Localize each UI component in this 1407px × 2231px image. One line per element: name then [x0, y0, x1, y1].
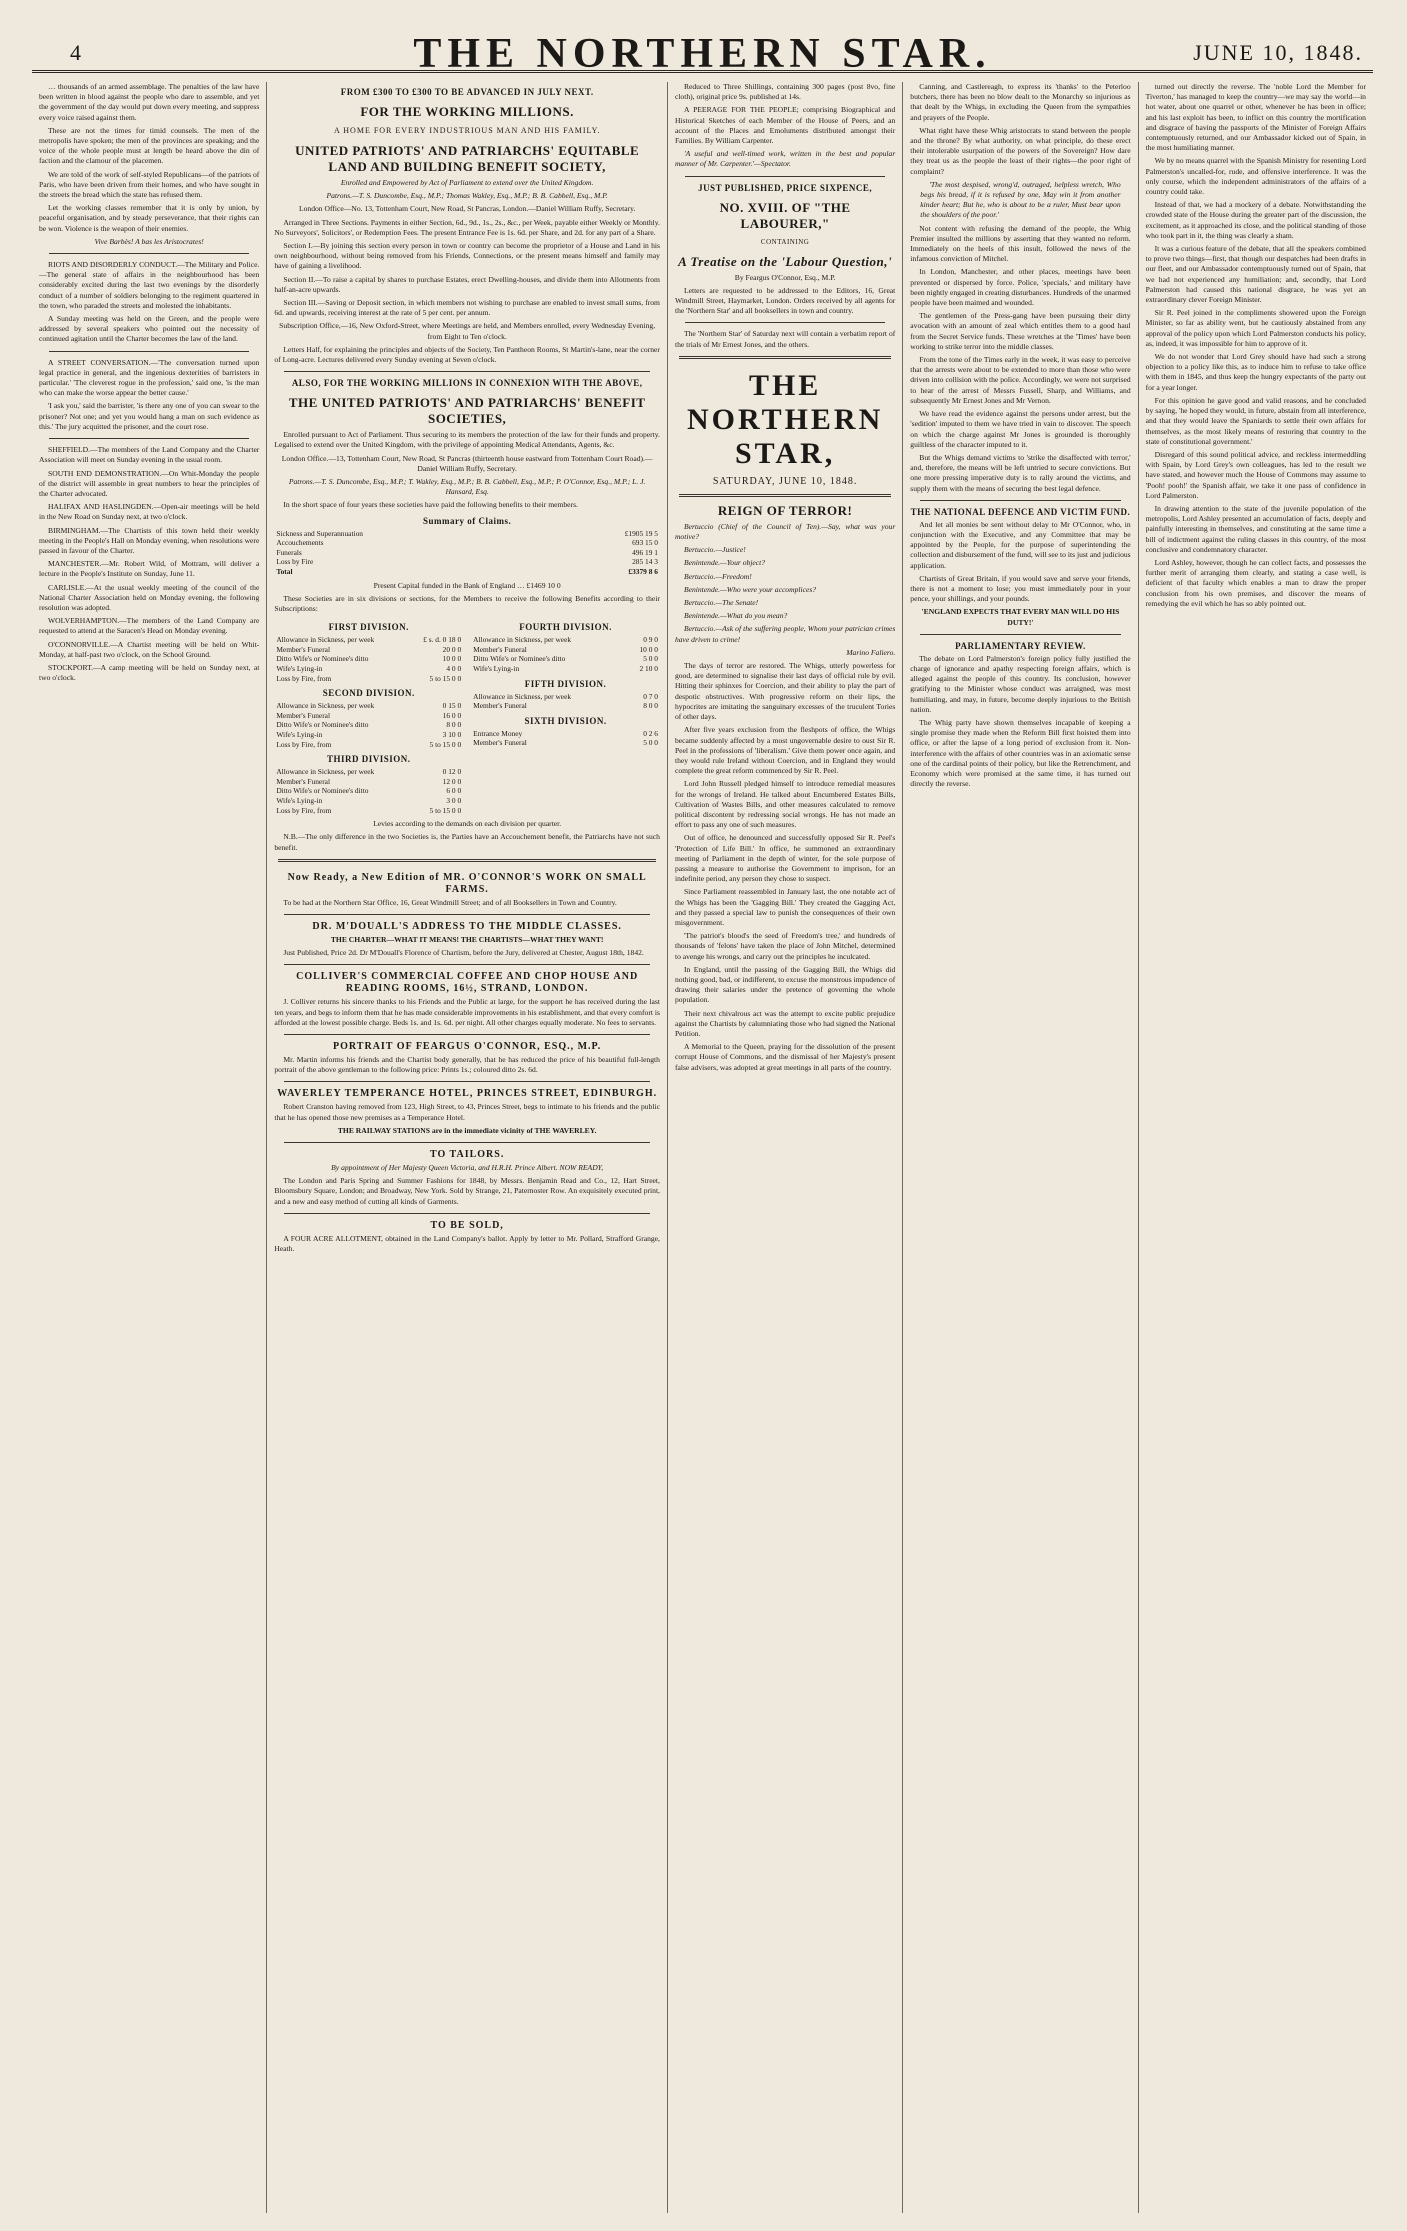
editorial-paragraph: We have read the evidence against the persons under arrest, but the 'sedition' imputed to them we have tried in vain to discover. The speech on which the charge against Mr Jones is grounded is thoroughly guiltless of the character imputed to it. [910, 409, 1131, 449]
table-row [274, 777, 463, 787]
review-paragraph: In drawing attention to the state of the juvenile population of the metropolis, Lord Ashley presented an accumulation of facts, deeply and painfully interesting in themselves, and constituting at the same time a bill of indictment against the ruling classes in this country, of the most conclusive and condemnatory character. [1145, 503, 1366, 554]
verse-line: Benintende.—Who were your accomplices? [683, 584, 817, 594]
division-title: THIRD DIVISION. [326, 754, 411, 765]
article-paragraph: Let the working classes remember that it is only by union, by peaceful organisation, and by steady perseverance, that their rights can be won. Violence is the weapon of their enemies. [39, 203, 260, 233]
table-row [471, 729, 660, 739]
editorial-paragraph: The days of terror are restored. The Whigs, utterly powerless for good, are determined to signalise their last days of official rule by evil. Hitting their sphinxes for Coercion, and their ability to play the part of despotic obstructives. With progressive reform on their lips, the hypocrites are imitating the sanguinary excesses of the truculent Tories of other days. [674, 661, 896, 722]
divider [685, 176, 885, 177]
notice-item: CARLISLE.—At the usual weekly meeting of the council of the National Charter Association held on Monday evening, the following resolution was adopted. [39, 582, 260, 612]
division-table [471, 692, 660, 711]
paper-title: THE NORTHERN STAR, [686, 368, 884, 470]
row-value: 8 0 0 [446, 720, 462, 730]
containing-label: CONTAINING [760, 237, 810, 246]
division-table [274, 701, 463, 749]
hotel-title: WAVERLEY TEMPERANCE HOTEL, PRINCES STREET, EDINBURGH. [277, 1088, 658, 1100]
verse-line: Bertuccio.—Ask of the suffering people, Whom your patrician crimes have driven to crime! [674, 624, 896, 644]
society-body: Section I.—By joining this section every person in town or country can become the proprietor of a House and Land in his own neighbourhood, without being removed from his Friends, Connections, or the present means himself and family may have of gaining a livelihood. [274, 241, 660, 271]
row-value: 0 7 0 [643, 691, 658, 701]
article-exclamation: Vive Barbès! A bas les Aristocrates! [94, 236, 204, 246]
mcdouall-subtitle: THE CHARTER—WHAT IT MEANS! THE CHARTISTS—WHAT THEY WANT! [330, 934, 604, 944]
division-table [471, 729, 660, 748]
article-paragraph: These are not the times for timid counsels. The men of the metropolis have spoken; the men of the provinces are speaking; and the voice of the whole people must at length be heard above the din of faction and the clamour of the placemen. [39, 125, 260, 166]
society-office: London Office—No. 13, Tottenham Court, New Road, St Pancras, London.—Daniel William Ruffy, Secretary. [298, 204, 636, 214]
row-label: Ditto Wife's or Nominee's ditto [276, 654, 369, 664]
table-row [274, 654, 463, 664]
table-row [274, 538, 660, 548]
division-table [274, 635, 463, 683]
row-label: Member's Funeral [473, 738, 527, 748]
divisions-right [471, 617, 660, 819]
home-subhead: A HOME FOR EVERY INDUSTRIOUS MAN AND HIS FAMILY. [333, 126, 601, 135]
paper-date: SATURDAY, JUNE 10, 1848. [712, 475, 858, 487]
table-row [274, 711, 463, 721]
railway-line: THE RAILWAY STATIONS are in the immediate vicinity of THE WAVERLEY. [337, 1125, 597, 1135]
editorial-paragraph: Chartists of Great Britain, if you would save and serve your friends, there is not a moment to lose; you must immediately pour in your pence, your shillings, and your pounds. [910, 573, 1131, 604]
divisions-grid [274, 617, 660, 819]
editor-notice: Letters are requested to be addressed to the Editors, 16, Great Windmill Street, Haymarket, London. Orders received by all agents for the 'Northern Star' and all booksellers in town and country. [674, 285, 896, 316]
divider [49, 351, 249, 352]
divider [679, 356, 891, 359]
mcdouall-body: Just Published, Price 2d. Dr M'Douall's Florence of Chartism, before the Jury, delivered at Chester, August 18th, 1842. [283, 948, 644, 958]
tailors-body: The London and Paris Spring and Summer Fashions for 1848, by Messrs. Benjamin Read and Co., 12, Hart Street, Bloomsbury Square, London; and Broadway, New York. Sold by Strange, 21, Paternoster Row. An exquisitely executed print, and a new and easy method of cutting all kinds of Garments. [274, 1176, 660, 1206]
row-value: 3 0 0 [446, 795, 462, 805]
table-row [274, 701, 463, 711]
divider [284, 1081, 650, 1082]
news-item: RIOTS AND DISORDERLY CONDUCT.—The Military and Police.—The general state of affairs in the neighbourhood has been considerably excited during the last two evenings by the disorderly conduct of a number of soldiers belonging to the regiment quartered in the town, who paraded the streets and molested the inhabitants. [39, 260, 260, 310]
treatise-author: By Feargus O'Connor, Esq., M.P. [734, 272, 836, 282]
editorial-paragraph: From the tone of the Times early in the week, it was easy to perceive that the arrests were about to be extended to more than those who were driven into collision with the police. Accordingly, we were not surprised to hear of the arrest of Messrs Fussell, Sharp, and Williams, and subsequently Mr Ernest Jones and Mr Vernon. [910, 355, 1131, 405]
table-row [274, 767, 463, 777]
row-label: Allowance in Sickness, per week [473, 635, 572, 645]
peerage-ad: Reduced to Three Shillings, containing 300 pages (post 8vo, fine cloth), original price 9s. published at 14s. [674, 82, 896, 102]
benefit-office: London Office.—13, Tottenham Court, New Road, St Pancras (thirteenth house eastward from Tottenham Court Road).—Daniel William Ruffy, Secretary. [281, 453, 653, 473]
review-paragraph: Disregard of this sound political advice, and reckless intermeddling with Spain, by Lord Grey's own colleagues, has led to the result we have stated, and however much the House of Commons may assume to 'Pooh! pooh!' the Spanish affair, we take it one pass of confidence in Lord Palmerston. [1145, 449, 1366, 500]
mcdouall-title: DR. M'DOUALL'S ADDRESS TO THE MIDDLE CLASSES. [312, 920, 622, 932]
editorial-paragraph: Lord John Russell pledged himself to introduce remedial measures for the wrongs of Ireland. He talked about Encumbered Estates Bills, Cultivation of Wastes Bills, and other measures calculated to remove political discontent by redressing social wrongs. He has not made an effort to pass any one of such measures. [674, 779, 896, 830]
ads-left [274, 868, 660, 1257]
column-5 [1139, 82, 1373, 2213]
table-row [274, 720, 463, 730]
society-patrons: Patrons.—T. S. Duncombe, Esq., M.P.; Thomas Wakley, Esq., M.P.; B. B. Cabbell, Esq., M.P. [326, 191, 608, 201]
editorial-paragraph: In England, until the passing of the Gagging Bill, the Whigs did nothing good, bad, or indifferent, to excuse the monstrous impudence of drawing their salaries under the pretence of governing the whole population. [674, 964, 896, 1005]
row-label: Sickness and Superannuation [276, 528, 363, 538]
row-value: 12 0 0 [442, 776, 462, 786]
row-value: £ s. d. 0 18 0 [423, 635, 462, 645]
row-value: 285 14 3 [632, 557, 658, 567]
ads-grid [274, 868, 660, 1257]
row-label: Member's Funeral [276, 776, 331, 786]
division-title: SECOND DIVISION. [322, 688, 415, 699]
row-label: Wife's Lying-in [473, 664, 520, 674]
division-title: FOURTH DIVISION. [519, 622, 612, 633]
row-value: 5 to 15 0 0 [429, 739, 462, 749]
row-label: Loss by Fire, from [276, 805, 332, 815]
row-value: 5 to 15 0 0 [429, 673, 462, 683]
divider [679, 494, 891, 497]
table-row [471, 635, 660, 645]
society-body: Section II.—To raise a capital by shares to purchase Estates, erect Dwelling-houses, and divide them into Allotments from half-an-acre upwards. [274, 274, 660, 294]
verse-line: Benintende.—What do you mean? [683, 611, 788, 621]
allotment-body: A FOUR ACRE ALLOTMENT, obtained in the Land Company's ballot. Apply by letter to Mr. Pollard, Strafford Grange, Heath. [274, 1233, 660, 1254]
notice-item: STOCKPORT.—A camp meeting will be held on Sunday next, at two o'clock. [39, 662, 260, 683]
row-label: Wife's Lying-in [276, 730, 323, 739]
editorial-paragraph: But the Whigs demand victims to 'strike the disaffected with terror,' and, therefore, the means will be left untried to secure convictions. But one more pressing imperative duty is to rally around the victims, and supply them with the means of securing the best legal defence. [910, 452, 1131, 493]
division-title: FIFTH DIVISION. [524, 678, 607, 689]
society-body: Section III.—Saving or Deposit section, in which members not wishing to purchase are enabled to invest small sums, from 6d. and upwards, receiving interest at the rate of 5 per cent. per annum. [274, 298, 660, 318]
news-item: A STREET CONVERSATION.—'The conversation turned upon legal practice in general, and the ingenious dexterities of barristers in particular.' 'The cleverest rogue in the profession,' said one, 'is the man who can make the worse appear the better cause.' [39, 357, 260, 398]
column-1 [32, 82, 267, 2213]
masthead [32, 0, 1373, 77]
row-label: Member's Funeral [276, 644, 331, 654]
society-letters: Letters Half, for explaining the principles and objects of the Society, Ten Pantheon Rooms, St Martin's-lane, near the corner of Long-acre. Lectures delivered every Sunday evening at Seven o'clock. [274, 344, 660, 365]
table-row [274, 548, 660, 558]
divider [284, 371, 650, 372]
divider [685, 322, 885, 323]
row-value: 3 10 0 [442, 730, 462, 739]
row-value: 0 9 0 [643, 635, 658, 645]
row-label: Allowance in Sickness, per week [276, 767, 375, 777]
table-row [274, 674, 463, 684]
row-label: Member's Funeral [473, 644, 527, 654]
row-label: Allowance in Sickness, per week [276, 635, 375, 645]
society-body: Arranged in Three Sections. Payments in either Section, 6d., 9d., 1s., 2s., &c., per Week, payable either Weekly or Monthly. No Surveyors', Solicitors', or Redemption Fees. The present Entrance Fee is 1s. 6d. per Share, and 2d. for any part of a Share. [274, 217, 660, 237]
table-row [471, 692, 660, 702]
verse-line: Bertuccio (Chief of the Council of Ten).—Say, what was your motive? [674, 521, 896, 542]
editorial-paragraph: And let all monies be sent without delay to Mr O'Connor, who, in conjunction with the Executive, and any Committee that may be appointed by the People, for the purpose of superintending the collection and disbursement of the fund, will see to its just and judicious application. [910, 519, 1131, 570]
society-title: UNITED PATRIOTS' AND PATRIARCHS' EQUITABLE LAND AND BUILDING BENEFIT SOCIETY, [295, 143, 640, 174]
column-4 [903, 82, 1138, 2213]
divider [284, 1034, 650, 1035]
advance-title: FROM £300 TO £300 TO BE ADVANCED IN JULY NEXT. [340, 87, 594, 97]
tailors-title: TO TAILORS. [429, 1149, 505, 1160]
oconnor-ad-title: Now Ready, a New Edition of MR. O'CONNOR'S WORK ON SMALL FARMS. [287, 871, 647, 895]
table-row [471, 664, 660, 674]
just-published: JUST PUBLISHED, PRICE SIXPENCE, [698, 182, 873, 193]
issue-date: JUNE 10, 1848. [1193, 40, 1363, 65]
editorial-paragraph: Since Parliament reassembled in January last, the one notable act of the Whigs has been the 'Gagging Bill.' They created the Gagging Act, and they passed a special law to punish the consequences of their own misgovernment. [674, 887, 896, 927]
summary-table [274, 529, 660, 577]
capital-line: Present Capital funded in the Bank of England … £1469 10 0 [373, 580, 561, 590]
benefit-patrons: Patrons.—T. S. Duncombe, Esq., M.P.; T. Wakley, Esq., M.P.; B. B. Cabbell, Esq., M.P.; P. O'Connor, Esq., M.P.; L. J. Hansard, Esq. [288, 477, 646, 497]
table-row [471, 701, 660, 711]
divisions-intro: These Societies are in six divisions or sections, for the Members to receive the following Benefits according to their Subscriptions: [274, 593, 660, 614]
row-value: 2 10 0 [639, 664, 658, 674]
defence-fund-title: THE NATIONAL DEFENCE AND VICTIM FUND. [910, 506, 1131, 517]
editorial-paragraph: A Memorial to the Queen, praying for the dissolution of the present corrupt House of Commons, and the dismissal of her Majesty's present false advisers, was adopted at great meetings in all parts of the country. [674, 1042, 896, 1072]
row-value: 496 19 1 [632, 547, 658, 557]
review-paragraph: Lord Ashley, however, though he can collect facts, and possesses the further merit of arranging them clearly, and stating a case well, is deficient of that faculty which enables a man to draw the proper conclusion from his own premises, and discover the means of remedying the evil which he has so ably pointed out. [1145, 557, 1366, 608]
labourer-number: NO. XVIII. OF "THE LABOURER," [719, 199, 851, 231]
row-value: 5 0 0 [643, 738, 658, 748]
peerage-ad: A PEERAGE FOR THE PEOPLE; comprising Biographical and Historical Sketches of each Member of the House of Peers, and an account of the Places and Emoluments distributed amongst their Families. By William Carpenter. [674, 105, 896, 146]
levies-line: Levies according to the demands on each division per quarter. [373, 819, 562, 829]
review-paragraph: The debate on Lord Palmerston's foreign policy fully justified the charge of ignorance and apathy respecting foreign affairs, which is alleged against the people of this country. Its conclusion, however gratifying to the Minister whose conduct was arraigned, was most humiliating, and may, in future, become deeply injurious to the British nation. [910, 653, 1131, 714]
notice-item: BIRMINGHAM.—The Chartists of this town held their weekly meeting in the People's Hall on Monday evening, when resolutions were passed in favour of the Charter. [39, 525, 260, 555]
row-value: 5 to 15 0 0 [429, 805, 462, 815]
review-paragraph: The Whig party have shown themselves incapable of keeping a single promise they made when the Reform Bill first hoisted them into office, or after the lapse of a long period of exclusion from it. Non-interference with the affairs of other countries was in an axiomatic sense one of the cardinal points of their policy, but like the Retrenchment, and Economy which were promised at the same time, it has turned out directly the reverse. [910, 717, 1131, 789]
benefit-societies-title: THE UNITED PATRIOTS' AND PATRIARCHS' BENEFIT SOCIETIES, [288, 395, 646, 427]
divider [284, 1213, 650, 1214]
notice-item: O'CONNORVILLE.—A Chartist meeting will be held on Whit-Monday, at half-past two o'clock, on the School Ground. [39, 639, 260, 659]
coffee-house-body: J. Colliver returns his sincere thanks to his Friends and the Public at large, for the support he has received during the last ten years, and begs to inform them that he has made considerable improvements in his establishment, and that every comfort is afforded at the lowest possible charge. Beds 1s. and 1s. 6d. per night. All other charges equally moderate. No fees to servants. [274, 997, 660, 1027]
divider [920, 500, 1120, 501]
working-millions-headline: FOR THE WORKING MILLIONS. [360, 104, 574, 119]
society-body: Subscription Office,—16, New Oxford-Street, where Meetings are held, and Members enrolled, every Wednesday Evening, from Eight to Ten o'clock. [279, 321, 656, 341]
summary-intro: In the short space of four years these societies have paid the following benefits to their members. [283, 500, 578, 510]
editorial-paragraph: After five years exclusion from the fleshpots of office, the Whigs became suddenly affected by a most ungovernable desire to oust Sir R. Peel in the professions of 'liberalism.' Give them power once again, and they would rule Ireland without Coercion, and in England they would complete the great reform commenced by Sir R. Peel. [674, 725, 896, 776]
divider [49, 438, 249, 439]
verse-line: Bertuccio.—Freedom! [683, 571, 752, 581]
newspaper-title: THE NORTHERN STAR. [413, 31, 992, 77]
trial-report-notice: The 'Northern Star' of Saturday next will contain a verbatim report of the trials of Mr Ernest Jones, and the others. [674, 329, 896, 349]
table-row [274, 664, 463, 674]
editorial-title: REIGN OF TERROR! [717, 502, 853, 518]
editorial-paragraph: In London, Manchester, and other places, meetings have been prevented or dispersed by force. Police, 'specials,' and military have been nightly engaged in creating disturbances. Hundreds of the unarmed people have been maimed and wounded. [910, 267, 1131, 308]
row-value: 10 0 0 [442, 654, 462, 664]
row-value: 693 15 0 [632, 538, 658, 548]
portrait-title: PORTRAIT OF FEARGUS O'CONNOR, ESQ., M.P. [333, 1040, 602, 1052]
division-title: FIRST DIVISION. [328, 622, 409, 633]
divider [284, 914, 650, 915]
division-table [471, 635, 660, 673]
table-row [274, 786, 463, 796]
tailors-subtitle: By appointment of Her Majesty Queen Victoria, and H.R.H. Prince Albert. NOW READY, [331, 1163, 604, 1172]
review-paragraph: turned out directly the reverse. The 'noble Lord the Member for Tiverton,' has managed to keep the country—we may say the world—in hot water, about one quarrel or other, whenever he has been in office; and his last exploit has been, to inflict on this country the mortification and disgrace of having the passports of the Minister of Foreign Affairs contemptuously returned, and our Ambassador kicked out of Spain, in the most humiliating manner. [1145, 82, 1366, 153]
row-value: 16 0 0 [442, 710, 462, 720]
editorial-paragraph: Canning, and Castlereagh, to express its 'thanks' to the Peterloo butchers, there has been no blow dealt to the Monarchy so injurious as that dealt by the Whigs, in excluding the Queen from the sympathies and prayers of the People. [910, 82, 1131, 122]
column-3 [668, 82, 903, 2213]
nb-line: N.B.—The only difference in the two Societies is, the Parties have an Accouchement benefit, the Patriarchs have not such benefit. [274, 832, 660, 852]
review-paragraph: We do not wonder that Lord Grey should have had such a strong objection to a policy like this, as to induce him to refuse to take office with them in 1845, and thus keep the hungry expectants of the party out for a year longer. [1145, 352, 1366, 392]
verse-attribution: Marino Faliero. [846, 647, 896, 657]
divider [49, 253, 249, 254]
table-row [274, 645, 463, 655]
news-item: A Sunday meeting was held on the Green, and the people were addressed by several speakers who pointed out the necessity of continued agitation until the Charter becomes the law of the land. [39, 314, 260, 344]
columns [32, 82, 1373, 2213]
page-number: 4 [70, 40, 81, 65]
verse-line: Bertuccio.—Justice! [683, 545, 746, 555]
divider [278, 859, 656, 862]
table-row [274, 806, 463, 816]
row-value: 5 0 0 [643, 654, 658, 664]
parliamentary-review-title: PARLIAMENTARY REVIEW. [955, 640, 1086, 651]
table-row [471, 654, 660, 664]
row-label: Allowance in Sickness, per week [276, 701, 375, 711]
row-label: Loss by Fire [276, 557, 314, 567]
verse-line: Benintende.—Your object? [683, 558, 766, 568]
row-label: Member's Funeral [473, 701, 527, 711]
row-value: 0 2 6 [643, 728, 658, 738]
row-value: £3379 8 6 [628, 567, 658, 577]
notice-item: HALIFAX AND HASLINGDEN.—Open-air meetings will be held in the New Road on Sunday next, at two o'clock. [39, 502, 260, 522]
table-row [274, 529, 660, 539]
benefit-subtitle: Enrolled pursuant to Act of Parliament. Thus securing to its members the protection of the law for their funds and property. Legalised to extend over the United Kingdom, with the privilege of appointing Medical Attendants, Agents, &c. [274, 430, 660, 450]
row-label: Entrance Money [473, 728, 523, 738]
divider [284, 964, 650, 965]
editorial-paragraph: What right have these Whig aristocrats to stand between the people and the throne? By what authority, on what principle, do these erect their intolerable usurpation of the powers of the Sovereign? How dare they treat us as the people the least of their rights—the poor right of complaint? [910, 125, 1131, 176]
verse-line: Bertuccio.—The Senate! [683, 598, 759, 608]
treatise-title: A Treatise on the 'Labour Question,' [678, 253, 893, 269]
hotel-body: Robert Cranston having removed from 123, High Street, to 43, Princes Street, begs to intimate to his friends and the public that he has opened those new premises as a Temperance Hotel. [274, 1102, 660, 1122]
divider [284, 1142, 650, 1143]
divider [920, 634, 1120, 635]
summary-heading: Summary of Claims. [423, 515, 512, 526]
portrait-body: Mr. Martin informs his friends and the Chartist body generally, that he has reduced the price of his beautiful full-length portrait of the above gentleman to the following price: Prints 1s.; coloured ditto 2s. 6d. [274, 1054, 660, 1075]
notice-item: SOUTH END DEMONSTRATION.—On Whit-Monday the people of the district will assemble in great numbers to hear the principles of the Charter advocated. [39, 468, 260, 498]
row-value: £1905 19 5 [624, 528, 658, 538]
table-row [471, 645, 660, 655]
table-row [274, 730, 463, 740]
article-paragraph: We are told of the work of self-styled Republicans—of the patriots of Paris, who have been driven from their homes, and who have sought in the streets the bread which the state has refused them. [39, 169, 260, 200]
allied-title: ALSO, FOR THE WORKING MILLIONS IN CONNEXION WITH THE ABOVE, [291, 378, 643, 389]
article-paragraph: … thousands of an armed assemblage. The penalties of the law have been written in blood against the people who dare to assemble, and yet the government of the day would put down every meeting, and suppress every voice raised against them. [39, 82, 260, 122]
row-label: Funerals [276, 547, 302, 557]
notice-item: SHEFFIELD.—The members of the Land Company and the Charter Association will meet on Sunday evening in the usual room. [39, 445, 260, 465]
table-row [274, 740, 463, 750]
row-value: 0 12 0 [442, 767, 462, 777]
table-row [274, 557, 660, 567]
column-2 [267, 82, 668, 2213]
row-label: Loss by Fire, from [276, 673, 332, 683]
row-label: Member's Funeral [276, 710, 331, 720]
row-label: Allowance in Sickness, per week [473, 691, 572, 701]
review-paragraph: We by no means quarrel with the Spanish Ministry for resenting Lord Palmerston's uncalled-for, rude, and offensive interference. It was the only course, which the independent administrators of the affairs of a country could take. [1145, 156, 1366, 197]
row-value: 20 0 0 [442, 644, 462, 654]
table-row [274, 567, 660, 577]
notice-item: MANCHESTER.—Mr. Robert Wild, of Mottram, will deliver a lecture in the People's Institute on Sunday, June 11. [39, 559, 260, 579]
editorial-paragraph: The gentlemen of the Press-gang have been pursuing their dirty avocation with an amount of zeal which entitles them to a good haul from the Secret Service funds. These wretches at the 'Times' have been working to strike terror into the middle classes. [910, 311, 1131, 351]
row-label: Wife's Lying-in [276, 795, 323, 805]
row-value: 4 0 0 [446, 664, 462, 674]
review-paragraph: For this opinion he gave good and valid reasons, and he concluded by saying, 'he hoped they would, in future, abstain from all interference, and that they would leave the Spaniards to settle their own affairs for themselves, as the most likely means of restoring that country to the state of constitutional government.' [1145, 395, 1366, 446]
society-subtitle: Enrolled and Empowered by Act of Parliament to extend over the United Kingdom. [340, 178, 594, 187]
editorial-paragraph: Not content with refusing the demand of the people, the Whig Premier insulted the millions by asserting that they wanted no reform. Immediately on the heels of this insult, followed the news of the infamous conviction of Mitchel. [910, 223, 1131, 264]
row-label: Loss by Fire, from [276, 739, 332, 749]
divisions-left [274, 617, 463, 819]
notice-item: WOLVERHAMPTON.—The members of the Land Company are requested to attend at the Saracen's Head on Monday evening. [39, 616, 260, 636]
editorial-paragraph: Out of office, he denounced and successfully opposed Sir R. Peel's 'Protection of Life Bill.' In office, he summoned an extraordinary meeting of Parliament in the depth of winter, for the sole purpose of passing a measure to authorise the Government to imprison, for an indefinite period, any person they chose to suspect. [674, 833, 896, 884]
row-value: 8 0 0 [643, 701, 658, 711]
row-label: Ditto Wife's or Nominee's ditto [276, 720, 369, 730]
row-label: Ditto Wife's or Nominee's ditto [276, 786, 369, 796]
division-table [274, 767, 463, 815]
coffee-house-title: COLLIVER'S COMMERCIAL COFFEE AND CHOP HOUSE AND READING ROOMS, 16½, STRAND, LONDON. [296, 971, 639, 995]
row-value: 6 0 0 [446, 786, 462, 796]
row-value: 10 0 0 [639, 644, 658, 654]
editorial-paragraph: 'The patriot's blood's the seed of Freedom's tree,' and hundreds of thousands of 'felons' have taken the place of John Mitchel, determined to avenge his wrongs, and carry out the principles he inculcated. [674, 931, 896, 961]
news-item: 'I ask you,' said the barrister, 'is there any one of you can swear to the prisoner? Not one; and yet you would hang a man on such evidence as this.' The jury acquitted the prisoner, and the court rose. [39, 401, 260, 431]
row-label: Ditto Wife's or Nominee's ditto [473, 654, 566, 664]
review-paragraph: Sir R. Peel joined in the compliments showered upon the Foreign Minister, so far as ability went, but he cautiously abstained from any approval of the policy upon which Lord Palmerston conducts his policy, as, indeed, it was impossible for him to approve of it. [1145, 308, 1366, 348]
england-expects: 'ENGLAND EXPECTS THAT EVERY MAN WILL DO HIS DUTY!' [921, 607, 1120, 627]
oconnor-ad-body: To be had at the Northern Star Office, 16, Great Windmill Street; and of all Booksellers in Town and Country. [283, 897, 617, 907]
review-paragraph: Instead of that, we had a mockery of a debate. Notwithstanding the crowded state of the House during the greater part of the discussion, the excitement, as it approached its close, and the political standing of those who took part in it, the thing was clearly a sham. [1145, 200, 1366, 240]
verse-quote: 'The most despised, wrong'd, outraged, helpless wretch, Who begs his bread, if it is refused by one, May win it from another kinder heart; But he, who is about to be a ruler, Must bear upon the shoulders of the poor.' [920, 179, 1121, 220]
review-paragraph: It was a curious feature of the debate, that all the speakers combined to prove two things—first, that though our despatches had been drafts in our fleet, and our Ambassador contemptuously turned out of Spain, that we had not experienced any humiliation; and, secondly, that Lord Palmerston had caused this national disgrace, he was yet an extraordinary clever Foreign Minister. [1145, 244, 1366, 305]
table-row [274, 635, 463, 645]
row-label: Accouchements [276, 538, 324, 548]
peerage-review: 'A useful and well-timed work, written in the best and popular manner of Mr. Carpenter.'—Spectator. [674, 149, 896, 169]
allotment-title: TO BE SOLD, [430, 1219, 504, 1231]
table-row [274, 796, 463, 806]
row-value: 0 15 0 [442, 701, 462, 711]
editorial-paragraph: Their next chivalrous act was the attempt to excite public prejudice against the Chartists by calumniating those who had signed the National Petition. [674, 1008, 896, 1038]
table-row [471, 738, 660, 748]
row-label: Total [276, 567, 293, 577]
division-title: SIXTH DIVISION. [524, 715, 607, 726]
row-label: Wife's Lying-in [276, 664, 323, 674]
